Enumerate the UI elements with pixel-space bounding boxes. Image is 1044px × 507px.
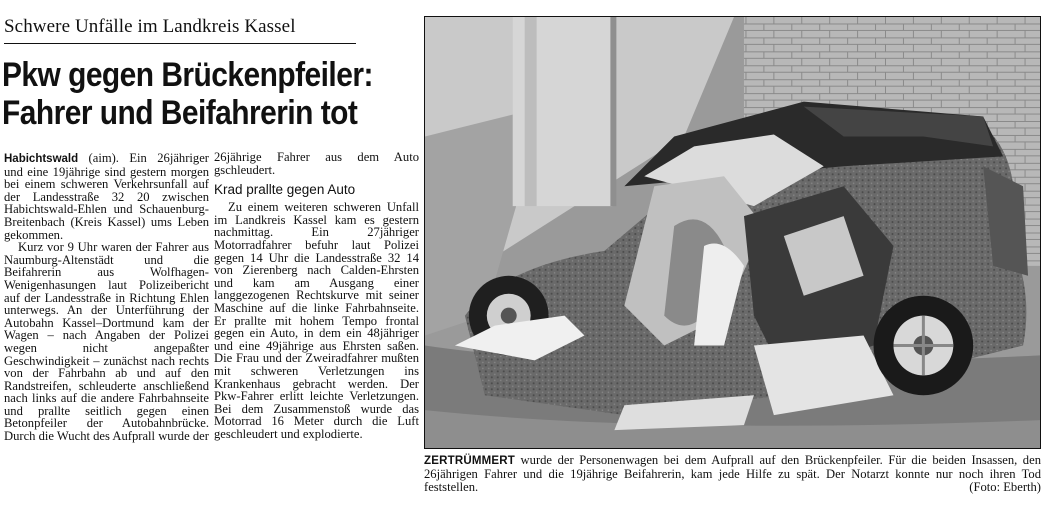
subhead: Krad prallte gegen Auto xyxy=(214,182,356,198)
headline xyxy=(2,56,373,132)
paragraph-2: Kurz vor 9 Uhr waren der Fahrer aus Naumburg-Altenstädt und die Beifahrerin aus Wolfhagen-Wenigenhasungen laut Polizeibericht auf der Landesstraße in Richtung Ehlen unterwegs. An der Unterführung der Autobahn Kassel–Dortmund kam der Wagen – nach Angaben der Polizei wegen nicht angepaßter Geschwindigkeit – zunächst nach rechts von der Fahrbahn ab und auf den Randstreifen, schleuderte anschließend nach links auf die andere Fahrbahnseite und prallte seitlich gegen einen Betonpfeiler der Autobahnbrücke. Durch die Wucht des Aufprall wurde der xyxy=(4,240,209,444)
lead-paragraph xyxy=(4,152,209,241)
article-column-1 xyxy=(4,152,209,443)
dateline: Habichtswald xyxy=(4,153,79,165)
headline-line-2: Fahrer und Beifahrerin tot xyxy=(2,94,358,132)
caption-text: wurde der Personenwagen bei dem Aufprall auf den Brückenpfeiler. Für die beiden Insassen, den 26jährigen Fahrer und die 19jährige Beifahrerin, kam jede Hilfe zu spät. Der Notarzt konnte nur noch ihren Tod feststellen. xyxy=(424,453,1041,494)
photo-credit: (Foto: Eberth) xyxy=(969,480,1041,494)
kicker-rule xyxy=(4,43,356,44)
paragraph-3: Zu einem weiteren schweren Unfall im Landkreis Kassel kam es gestern nachmittag. Ein 27jähriger Motorradfahrer befuhr laut Polizei gegen 14 Uhr die Landesstraße 32 14 von Zierenberg nach Calden-Ehrsten und kam am Ausgang einer langgezogenen Rechtskurve mit seiner Maschine auf die linke Fahrbahnseite. Er prallte mit hohem Tempo frontal gegen ein Auto, in dem ein 48jähriger und eine 49jährige aus Ehrsten saßen. Die Frau und der Zweiradfahrer mußten mit schweren Verletzungen ins Krankenhaus gebracht werden. Der Pkw-Fahrer erlitt leichte Verletzungen. Bei dem Zusammenstoß wurde das Motorrad 16 Meter durch die Luft geschleudert und explodierte. xyxy=(214,200,419,441)
photo-caption xyxy=(424,454,1041,494)
article-column-2 xyxy=(214,151,419,440)
paragraph-continuation: 26jährige Fahrer aus dem Auto gschleudert. xyxy=(214,150,419,177)
lead-text: (aim). Ein 26jähriger und eine 19jährige sind gestern morgen bei einem schweren Verkehrsunfall auf der Landesstraße 32 20 zwischen Habichtswald-Ehlen und Schauenburg-Breitenbach (Kreis Kassel) ums Leben gekommen. xyxy=(4,151,209,242)
headline-line-1: Pkw gegen Brückenpfeiler: xyxy=(2,56,373,94)
crashed-car-photo-icon xyxy=(425,17,1040,448)
crashed-car-photo xyxy=(424,16,1041,449)
caption-lead: ZERTRÜMMERT xyxy=(424,455,515,467)
kicker: Schwere Unfälle im Landkreis Kassel xyxy=(4,16,296,37)
